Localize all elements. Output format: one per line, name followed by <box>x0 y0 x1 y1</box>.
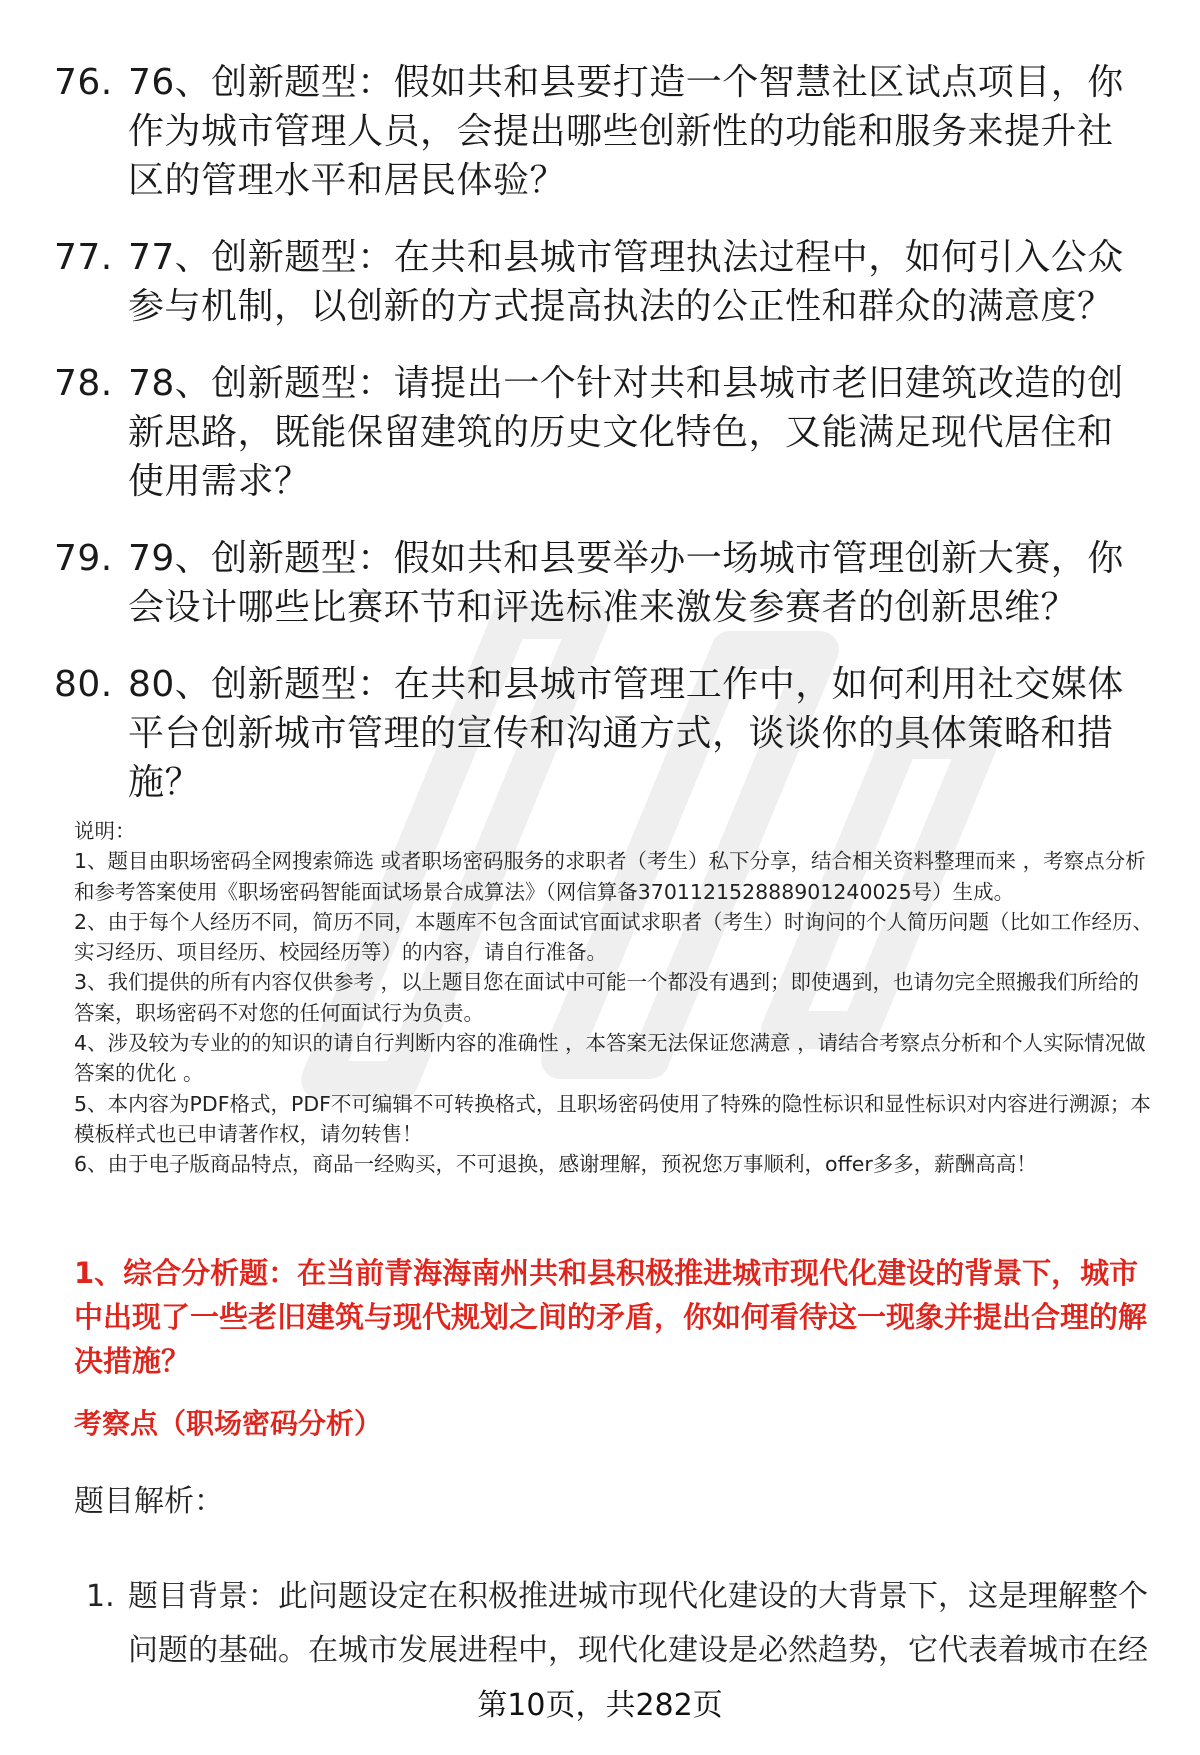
section-question-title: 1、综合分析题：在当前青海海南州共和县积极推进城市现代化建设的背景下，城市中出现了一些老旧建筑与现代规划之间的矛盾，你如何看待这一现象并提出合理的解决措施？ <box>74 1256 1148 1378</box>
note-item: 4、涉及较为专业的的知识的请自行判断内容的准确性 ，本答案无法保证您满意 ，请结合考察点分析和个人实际情况做答案的优化 。 <box>74 1031 1146 1086</box>
notes-block <box>74 816 1154 1180</box>
question-number: 76. <box>54 62 113 103</box>
question-text: 78、创新题型：请提出一个针对共和县城市老旧建筑改造的创新思路，既能保留建筑的历史文化特色，又能满足现代居住和使用需求？ <box>128 363 1124 502</box>
question-item <box>0 58 1200 205</box>
question-text: 79、创新题型：假如共和县要举办一场城市管理创新大赛，你会设计哪些比赛环节和评选标准来激发参赛者的创新思维？ <box>128 538 1124 628</box>
question-text: 76、创新题型：假如共和县要打造一个智慧社区试点项目，你作为城市管理人员，会提出哪些创新性的功能和服务来提升社区的管理水平和居民体验？ <box>128 62 1124 201</box>
note-item: 3、我们提供的所有内容仅供参考 ，以上题目您在面试中可能一个都没有遇到；即使遇到，也请勿完全照搬我们所给的答案，职场密码不对您的任何面试行为负责。 <box>74 970 1140 1025</box>
analysis-text: 题目背景：此问题设定在积极推进城市现代化建设的大背景下，这是理解整个问题的基础。在城市发展进程中，现代化建设是必然趋势，它代表着城市在经 <box>128 1579 1148 1668</box>
note-item: 1、题目由职场密码全网搜索筛选 或者职场密码服务的求职者（考生）私下分享，结合相关资料整理而来 ，考察点分析和参考答案使用《职场密码智能面试场景合成算法》（网信算备370112152888901240025号）生成。 <box>74 849 1146 904</box>
section-subtitle: 考察点（职场密码分析） <box>74 1407 383 1440</box>
analysis-number: 1. <box>86 1579 115 1614</box>
question-item <box>0 359 1200 506</box>
question-item <box>0 660 1200 807</box>
question-list <box>0 58 1200 835</box>
question-item <box>0 233 1200 331</box>
question-number: 77. <box>54 237 113 278</box>
analysis-label: 题目解析： <box>74 1484 224 1519</box>
question-number: 78. <box>54 363 113 404</box>
note-item: 5、本内容为PDF格式，PDF不可编辑不可转换格式，且职场密码使用了特殊的隐性标识和显性标识对内容进行溯源；本模板样式也已申请著作权，请勿转售！ <box>74 1091 1151 1146</box>
note-item: 2、由于每个人经历不同，简历不同，本题库不包含面试官面试求职者（考生）时询问的个人简历问题（比如工作经历、实习经历、项目经历、校园经历等）的内容，请自行准备。 <box>74 909 1154 965</box>
question-text: 77、创新题型：在共和县城市管理执法过程中，如何引入公众参与机制，以创新的方式提高执法的公正性和群众的满意度？ <box>128 237 1124 327</box>
question-item <box>0 534 1200 632</box>
question-number: 79. <box>54 538 113 579</box>
notes-heading: 说明： <box>74 819 136 843</box>
analysis-item <box>86 1570 1148 1678</box>
question-text: 80、创新题型：在共和县城市管理工作中，如何利用社交媒体平台创新城市管理的宣传和沟通方式，谈谈你的具体策略和措施？ <box>128 664 1124 803</box>
note-item: 6、由于电子版商品特点，商品一经购买，不可退换，感谢理解，预祝您万事顺利，offer多多，薪酬高高！ <box>74 1152 1037 1177</box>
page-footer: 第10页，共282页 <box>477 1688 723 1723</box>
question-number: 80. <box>54 664 113 705</box>
